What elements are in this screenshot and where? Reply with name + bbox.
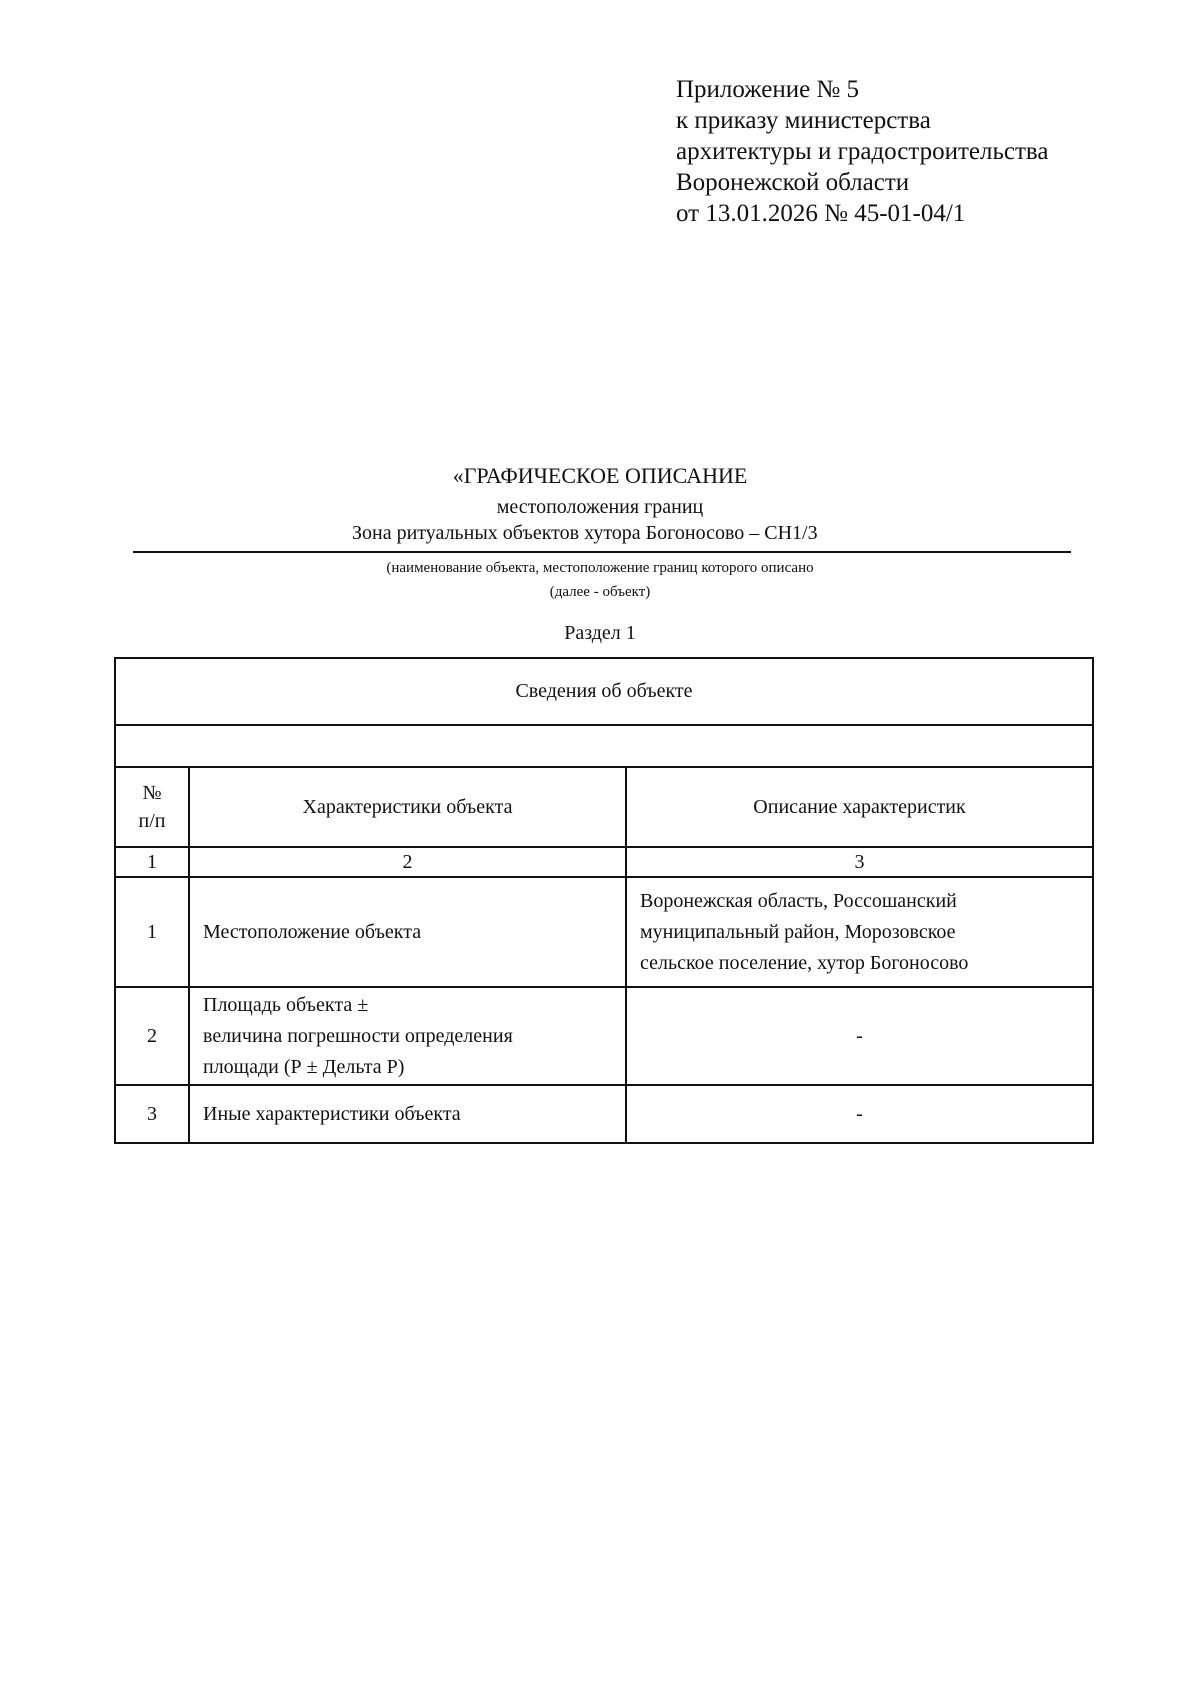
row-number: 1	[115, 877, 189, 987]
row-characteristic: Местоположение объекта	[189, 877, 626, 987]
table-row	[115, 1085, 1093, 1143]
object-info-table	[114, 657, 1094, 1144]
column-header-characteristics: Характеристики объекта	[189, 767, 626, 847]
row-description	[626, 877, 1093, 987]
annex-line: Воронежской области	[676, 169, 910, 196]
section-heading: Раздел 1	[564, 622, 636, 644]
row-number: 2	[115, 987, 189, 1085]
annex-line: архитектуры и градостроительства	[676, 138, 1049, 165]
column-header-number	[115, 767, 189, 847]
characteristic-line: Площадь объекта ±	[203, 993, 369, 1016]
column-number-row	[115, 847, 1093, 877]
table-row	[115, 987, 1093, 1085]
document-subtitle: местоположения границ	[496, 496, 704, 518]
column-header-description: Описание характеристик	[626, 767, 1093, 847]
table-row	[115, 877, 1093, 987]
document-title: «ГРАФИЧЕСКОЕ ОПИСАНИЕ	[452, 463, 748, 488]
table-header-row	[115, 658, 1093, 725]
description-line: муниципальный район, Морозовское	[640, 920, 956, 943]
number-sign: №	[142, 782, 162, 804]
annex-title: Приложение № 5	[676, 76, 860, 103]
characteristic-line: площади (Р ± Дельта Р)	[203, 1055, 405, 1078]
column-number: 1	[115, 847, 189, 877]
table-header: Сведения об объекте	[115, 658, 1093, 725]
row-description: -	[626, 1085, 1093, 1143]
annex-block	[676, 74, 1048, 229]
empty-cell	[115, 725, 1093, 767]
row-number: 3	[115, 1085, 189, 1143]
annex-date-number: от 13.01.2026 № 45-01-04/1	[676, 200, 966, 227]
object-name-caption-cont: (далее - объект)	[549, 584, 651, 600]
description-line: сельское поселение, хутор Богоносово	[640, 951, 969, 974]
object-name-caption: (наименование объекта, местоположение границ которого описано	[386, 560, 814, 576]
column-header-row	[115, 767, 1093, 847]
row-characteristic: Иные характеристики объекта	[189, 1085, 626, 1143]
column-number: 3	[626, 847, 1093, 877]
characteristic-line: величина погрешности определения	[203, 1024, 513, 1047]
row-description: -	[626, 987, 1093, 1085]
number-abbrev: п/п	[138, 810, 166, 832]
annex-line: к приказу министерства	[676, 107, 931, 134]
row-characteristic	[189, 987, 626, 1085]
underline-rule	[133, 551, 1071, 553]
object-name: Зона ритуальных объектов хутора Богоносово – СН1/3	[352, 522, 818, 544]
description-line: Воронежская область, Россошанский	[640, 889, 957, 912]
column-number: 2	[189, 847, 626, 877]
table-empty-row	[115, 725, 1093, 767]
